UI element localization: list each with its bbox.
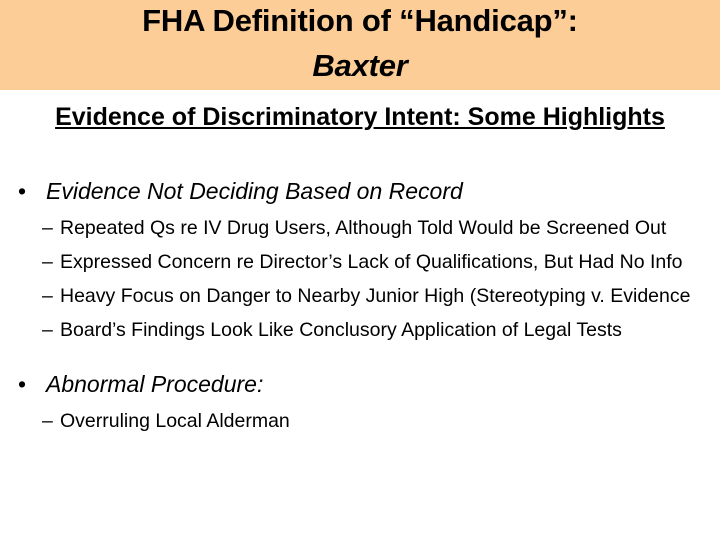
bullet-item-level2 <box>0 315 720 346</box>
bullet-item-level2 <box>0 213 720 244</box>
bullet-item-level2 <box>0 247 720 278</box>
bullet-text: Evidence Not Deciding Based on Record <box>46 178 463 204</box>
dash-glyph-icon: – <box>42 319 53 341</box>
dash-glyph-icon: – <box>42 410 53 432</box>
slide-title-line2: Baxter <box>312 48 408 83</box>
slide-title-line1: FHA Definition of “Handicap”: <box>142 3 578 38</box>
dash-glyph-icon: – <box>42 251 53 273</box>
bullet-text: Abnormal Procedure: <box>46 371 264 397</box>
slide-title <box>0 0 720 88</box>
dash-glyph-icon: – <box>42 285 53 307</box>
bullet-item-level2 <box>0 406 720 437</box>
slide-subtitle: Evidence of Discriminatory Intent: Some Highlights <box>55 103 665 131</box>
bullet-text: Overruling Local Alderman <box>60 410 290 432</box>
bullet-glyph-icon: • <box>18 178 27 204</box>
bullet-text: Expressed Concern re Director’s Lack of Qualifications, But Had No Info <box>60 251 683 273</box>
slide-body <box>0 175 720 437</box>
bullet-glyph-icon: • <box>18 371 27 397</box>
bullet-text: Board’s Findings Look Like Conclusory Application of Legal Tests <box>60 319 622 341</box>
dash-glyph-icon: – <box>42 217 53 239</box>
bullet-text: Heavy Focus on Danger to Nearby Junior High (Stereotyping v. Evidence <box>60 285 691 307</box>
bullet-item-level1 <box>0 368 720 400</box>
bullet-item-level1 <box>0 175 720 207</box>
bullet-item-level2 <box>0 281 720 312</box>
bullet-text: Repeated Qs re IV Drug Users, Although Told Would be Screened Out <box>60 217 667 239</box>
